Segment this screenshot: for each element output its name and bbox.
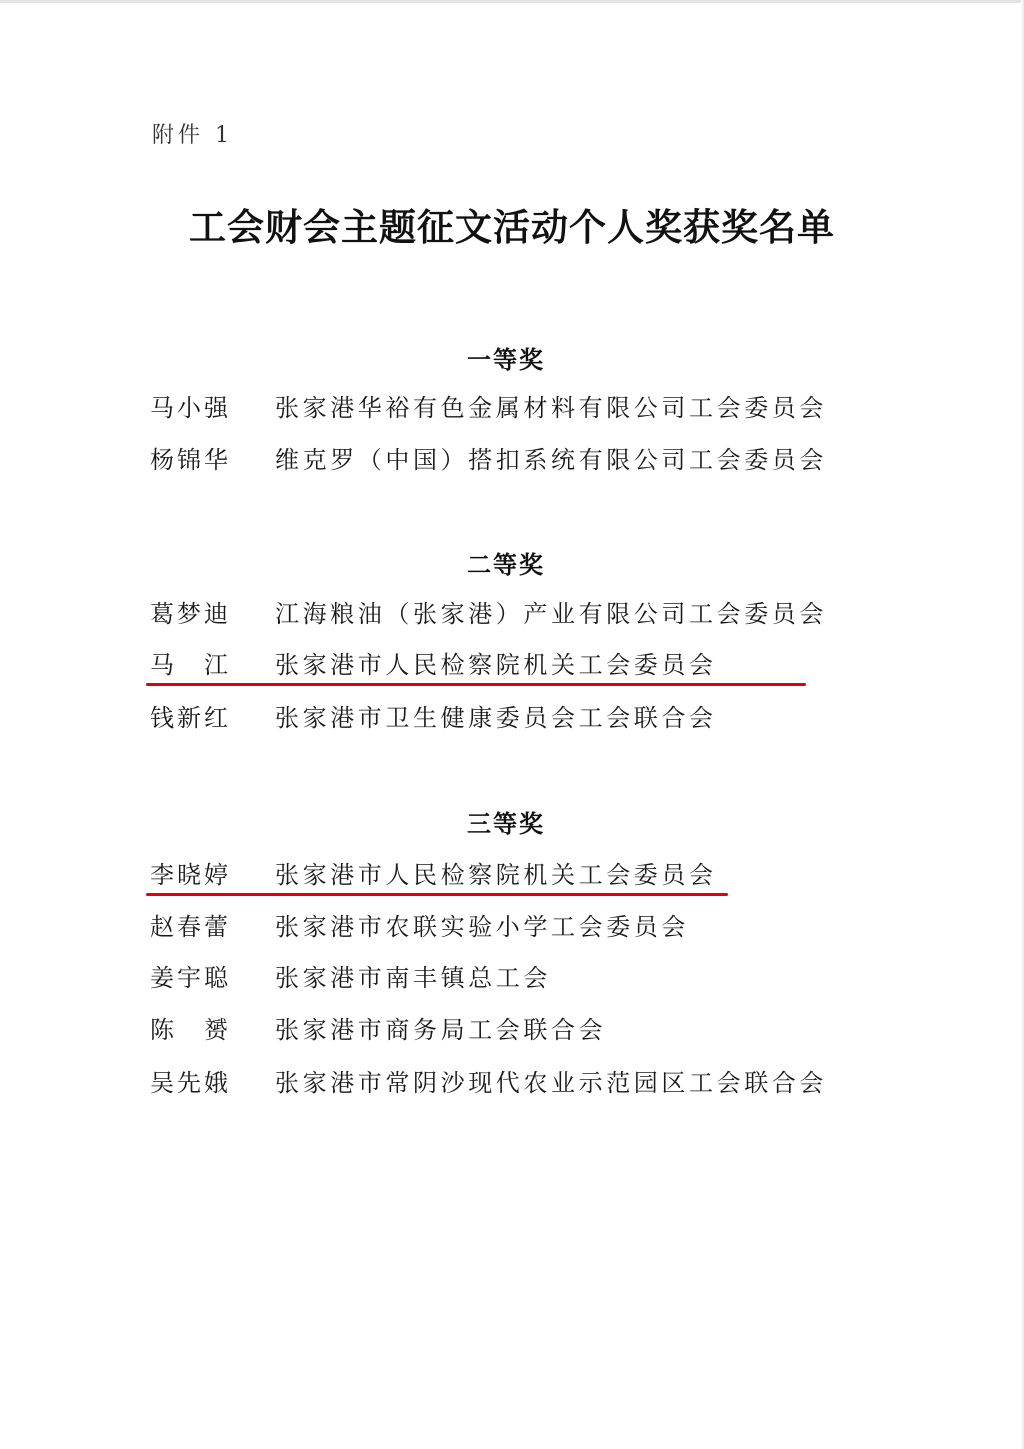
winner-name: 吴先娥: [150, 1069, 231, 1097]
winner-name: 李晓婷: [150, 861, 231, 889]
scan-edge-top: [0, 0, 1024, 3]
winner-unit: 张家港市农联实验小学工会委员会: [275, 913, 689, 941]
section-heading-third-prize: 三等奖: [467, 809, 545, 838]
winner-name: 葛梦迪: [150, 600, 231, 628]
page-title: 工会财会主题征文活动个人奖获奖名单: [189, 205, 835, 249]
winner-name: 姜宇聪: [150, 964, 231, 992]
winner-name: 马小强: [150, 394, 231, 422]
winner-unit: 张家港市卫生健康委员会工会联合会: [275, 704, 717, 732]
winner-name: 马 江: [150, 651, 231, 679]
winner-unit: 张家港市南丰镇总工会: [275, 964, 551, 992]
winner-unit: 江海粮油（张家港）产业有限公司工会委员会: [275, 600, 827, 628]
winner-unit: 张家港华裕有色金属材料有限公司工会委员会: [275, 394, 827, 422]
winner-name: 钱新红: [150, 704, 231, 732]
winner-unit: 张家港市商务局工会联合会: [275, 1016, 607, 1044]
section-heading-first-prize: 一等奖: [467, 345, 545, 374]
red-underline-mark: [146, 683, 806, 686]
winner-unit: 张家港市人民检察院机关工会委员会: [275, 651, 717, 679]
winner-unit: 维克罗（中国）搭扣系统有限公司工会委员会: [275, 446, 827, 474]
winner-name: 杨锦华: [150, 446, 231, 474]
winner-name: 赵春蕾: [150, 913, 231, 941]
winner-name: 陈 赟: [150, 1016, 231, 1044]
section-heading-second-prize: 二等奖: [467, 550, 545, 579]
winner-unit: 张家港市人民检察院机关工会委员会: [275, 861, 717, 889]
red-underline-mark: [146, 893, 728, 896]
winner-unit: 张家港市常阴沙现代农业示范园区工会联合会: [275, 1069, 827, 1097]
attachment-label: 附件 1: [152, 123, 233, 148]
